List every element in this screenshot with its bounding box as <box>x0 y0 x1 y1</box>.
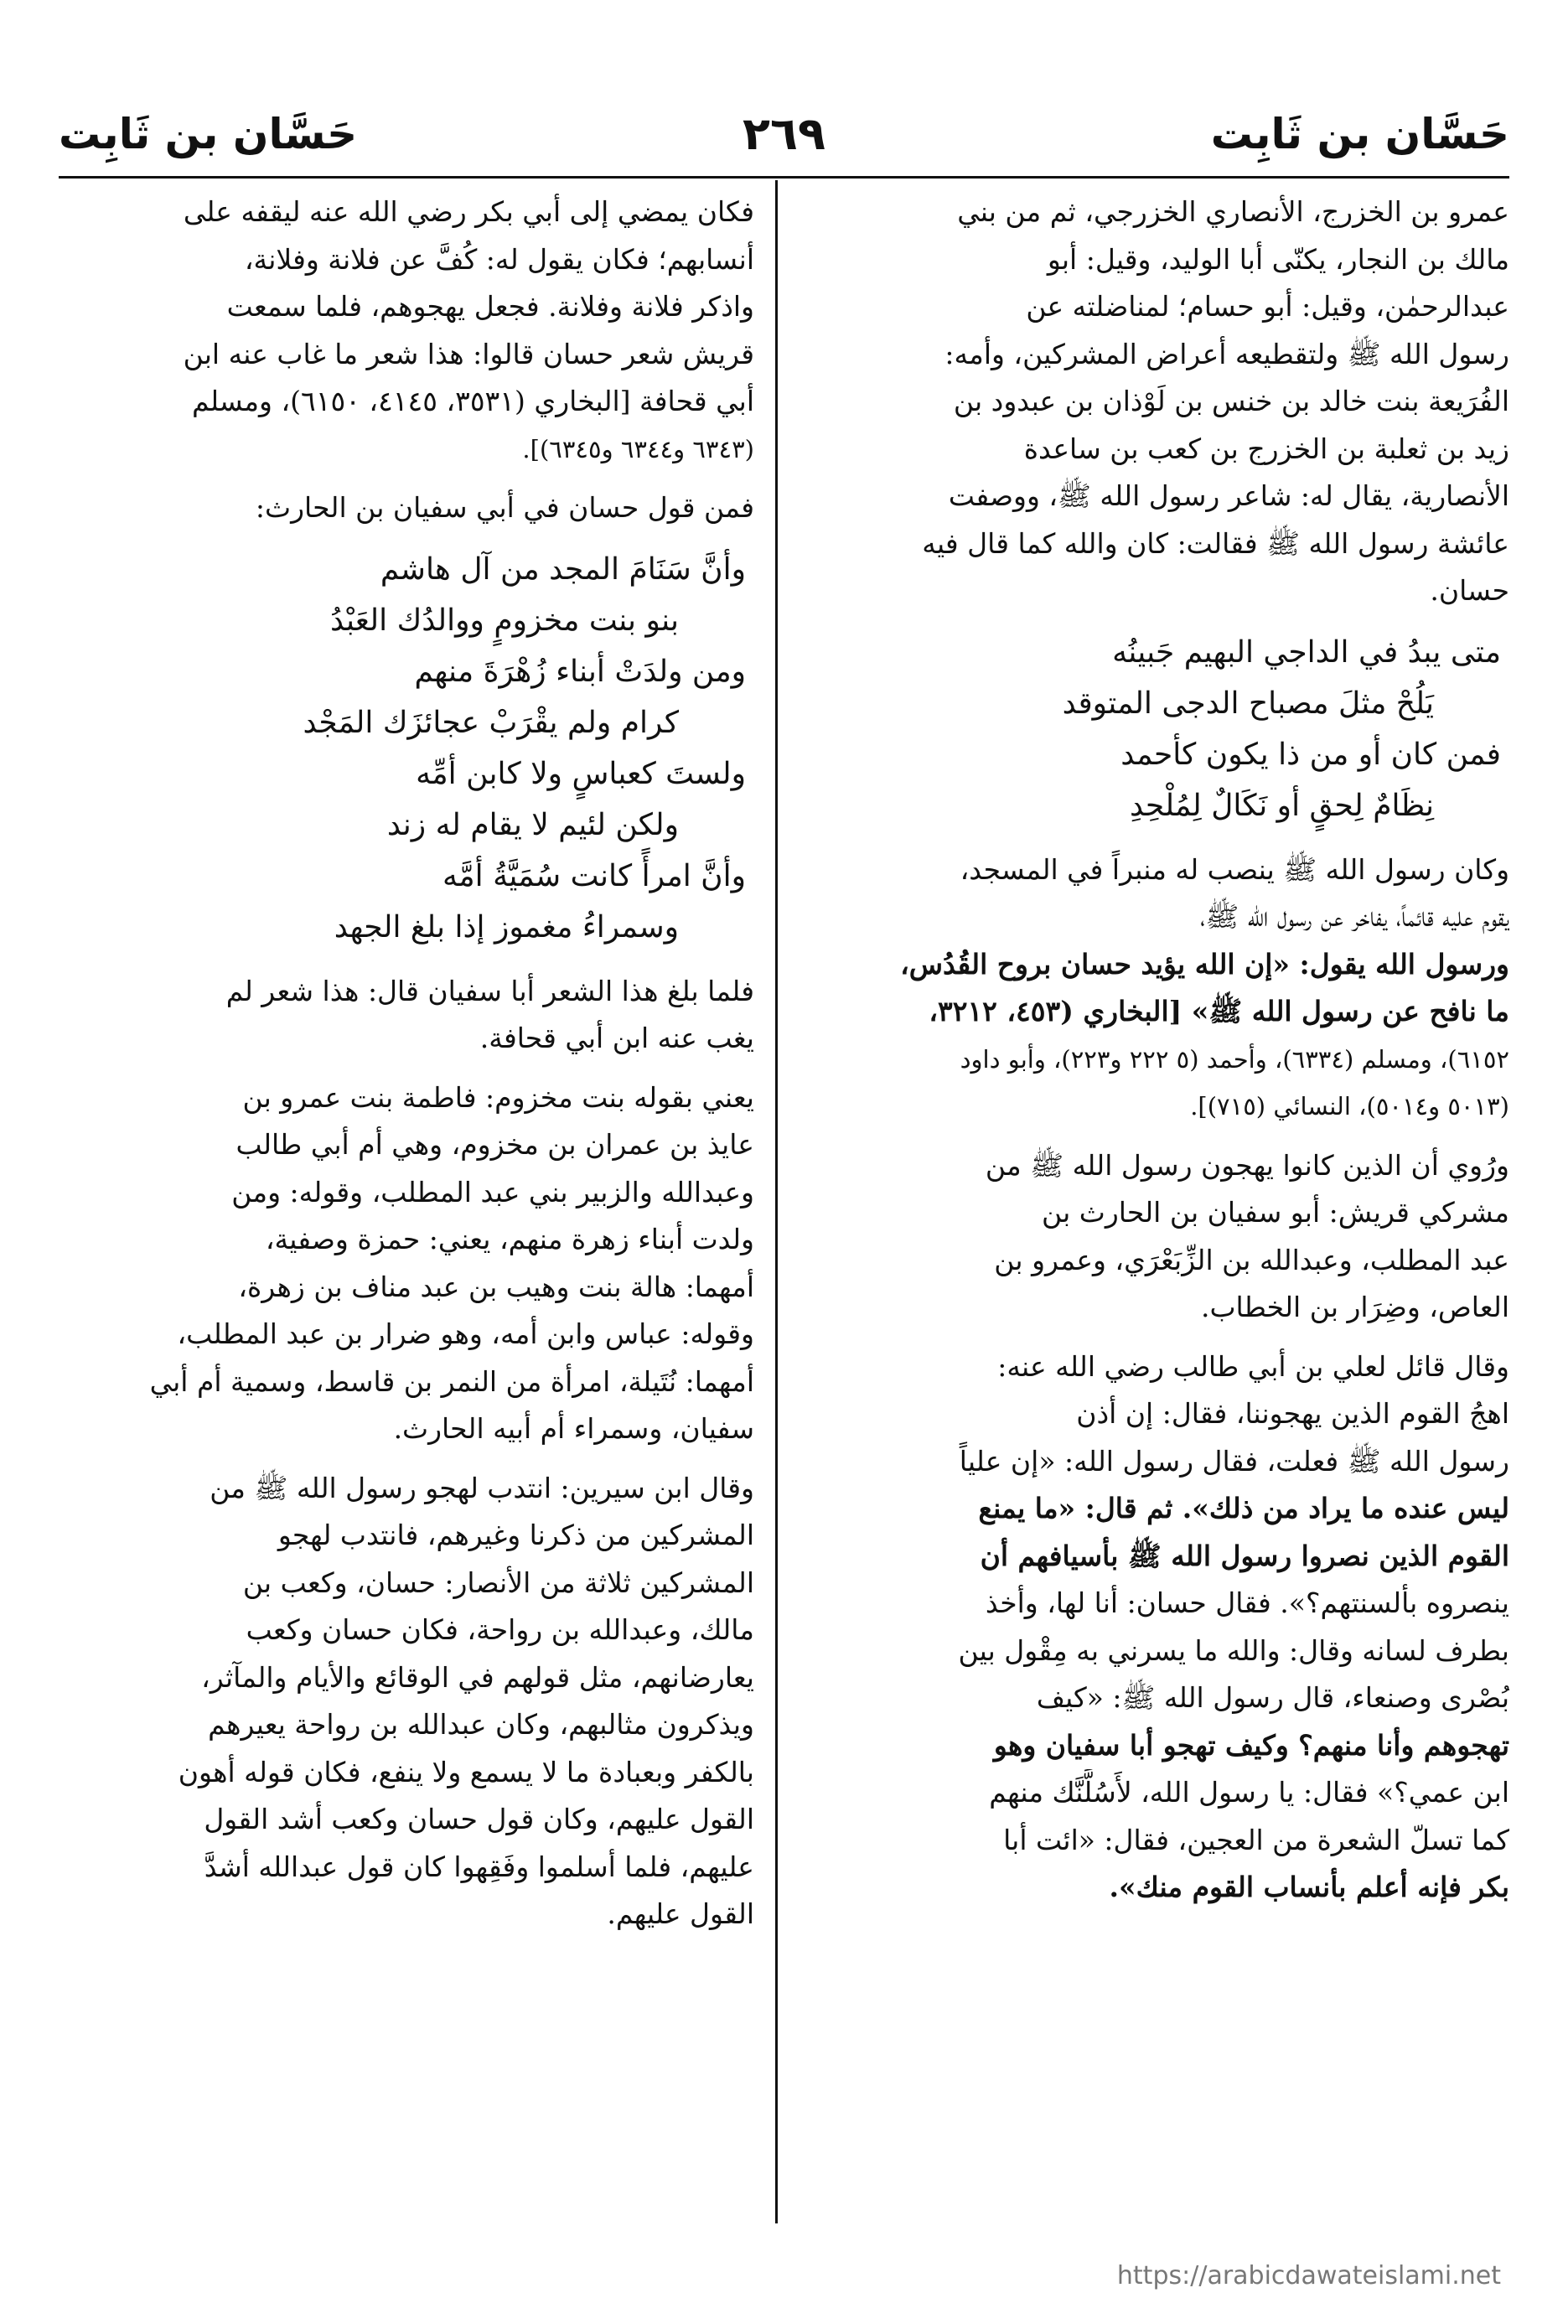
verse-line: ولكن لئيم لا يقام له زند <box>386 807 679 842</box>
verse-line: ومن ولدَتْ أبناء زُهْرَةَ منهم <box>414 654 746 689</box>
running-title-left: حَسَّان بن ثَابِت <box>59 110 358 158</box>
text-line: رسول الله ﷺ ولتقطيعه أعراض المشركين، وأمه: <box>944 337 1509 370</box>
poem-verses <box>59 544 754 953</box>
verse-line: نِظَامٌ لِحقٍ أو نَكَالٌ لِمُلْحِدِ <box>1129 788 1434 823</box>
text-line: يعني بقوله بنت مخزوم: فاطمة بنت عمرو بن <box>242 1080 754 1114</box>
verse-line: وأنَّ سَنَامَ المجد من آل هاشم <box>380 551 746 587</box>
biography-paragraph <box>814 189 1509 615</box>
text-line: يغب عنه ابن أبي قحافة. <box>479 1022 754 1054</box>
text-line: بطرف لسانه وقال: والله ما يسرني به مِقْول بين <box>958 1633 1509 1667</box>
text-line: قريش شعر حسان قالوا: هذا شعر ما غاب عنه ابن <box>183 337 754 370</box>
left-column <box>59 189 754 1950</box>
text-line: ورُوي أن الذين كانوا يهجون رسول الله ﷺ من <box>985 1148 1509 1182</box>
hadith-line: ليس عنده ما يراد من ذلك». ثم قال: «ما يمنع <box>978 1492 1509 1524</box>
hadith-line: ورسول الله يقول: «إن الله يؤيد حسان بروح القُدُس، <box>900 947 1509 981</box>
text-line: ولدت أبناء زهرة منهم، يعني: حمزة وصفية، <box>265 1223 754 1255</box>
text-line: عليهم، فلما أسلموا وفَقِهوا كان قول عبدالله أشدَّ <box>204 1850 754 1883</box>
column-divider <box>775 180 778 2223</box>
verse-line: وأنَّ امرأً كانت سُمَيَّةُ أمَّه <box>442 858 746 893</box>
verse-line: متى يبدُ في الداجي البهيم جَبينُه <box>1112 634 1501 670</box>
text-line: زيد بن ثعلبة بن الخزرج بن كعب بن ساعدة <box>1023 432 1509 465</box>
text-line: وقال ابن سيرين: انتدب لهجو رسول الله ﷺ من <box>210 1471 754 1504</box>
text-line: مالك، وعبدالله بن رواحة، فكان حسان وكعب <box>246 1613 754 1646</box>
text-line: اهجُ القوم الذين يهجوننا، فقال: إن أذن <box>1076 1397 1509 1430</box>
text-line: الأنصارية، يقال له: شاعر رسول الله ﷺ، ووصفت <box>948 479 1509 512</box>
text-line: بُصْرى وصنعاء، قال رسول الله ﷺ: «كيف <box>1036 1681 1509 1714</box>
text-line: عبدالرحمٰن، وقيل: أبو حسام؛ لمناضلته عن <box>1026 290 1509 323</box>
right-column <box>814 189 1509 1923</box>
text-line: سفيان، وسمراء أم أبيه الحارث. <box>393 1412 754 1445</box>
verse-line: وسمراءُ مغموز إذا بلغ الجهد <box>334 909 679 945</box>
poem-verses <box>814 627 1509 831</box>
text-line: فلما بلغ هذا الشعر أبا سفيان قال: هذا شعر لم <box>225 974 754 1007</box>
text-line: العاص، وضِرَار بن الخطاب. <box>1201 1291 1509 1323</box>
narration-paragraph <box>814 1343 1509 1912</box>
text-line: عايذ بن عمران بن مخزوم، وهي أم أبي طالب <box>235 1128 754 1161</box>
reference-line: ٦١٥٢)، ومسلم (٦٣٣٤)، وأحمد (٥ ٢٢٢ و٢٢٣)، وأبو داود <box>960 1044 1509 1074</box>
reference-line: (٥٠١٣ و٥٠١٤)، النسائي (٧١٥)]. <box>1190 1092 1509 1121</box>
text-line: وقوله: عباس وابن أمه، وهو ضرار بن عبد المطلب، <box>177 1317 754 1350</box>
text-line: أمهما: نُتَيلة، امرأة من النمر بن قاسط، وسمية أم أبي <box>149 1364 754 1398</box>
verse-line: يَلُحْ مثلَ مصباح الدجى المتوقد <box>1062 686 1434 721</box>
hadith-line: بكر فإنه أعلم بأنساب القوم منك». <box>1109 1871 1509 1903</box>
text-line: عمرو بن الخزرج، الأنصاري الخزرجي، ثم من بني <box>957 195 1509 228</box>
text-paragraph <box>59 968 754 1063</box>
hadith-line: ما نافح عن رسول الله ﷺ» [البخاري (٤٥٣، ٣٢١٢، <box>929 995 1509 1027</box>
verse-line: ولستَ كعباسٍ ولا كابن أمِّه <box>416 756 746 791</box>
verse-line: فمن كان أو من ذا يكون كأحمد <box>1120 737 1501 772</box>
text-line: مالك بن النجار، يكنّى أبا الوليد، وقيل: أبو <box>1047 242 1509 276</box>
text-line: أبي قحافة [البخاري (٣٥٣١، ٤١٤٥، ٦١٥٠)، ومسلم <box>192 385 754 417</box>
running-title-right: حَسَّان بن ثَابِت <box>1210 110 1509 158</box>
reference-line: (٦٣٤٣ و٦٣٤٤ و٦٣٤٥)]. <box>522 434 754 463</box>
text-line: الفُرَيعة بنت خالد بن خنس بن لَوْذان بن عبدود بن <box>953 385 1509 417</box>
text-line: يعارضانهم، مثل قولهم في الوقائع والأيام والمآثر، <box>201 1660 754 1694</box>
hadith-line: تهجوهم وأنا منهم؟ وكيف تهجو أبا سفيان وهو <box>993 1728 1509 1762</box>
text-line: رسول الله ﷺ فعلت، فقال رسول الله: «إن علياً <box>959 1444 1509 1478</box>
text-line: بالكفر وبعبادة ما لا يسمع ولا ينفع، فكان قوله أهون <box>178 1755 754 1788</box>
text-line: عبد المطلب، وعبدالله بن الزِّبَعْرَي، وعمرو بن <box>994 1243 1509 1276</box>
text-line: وقال قائل لعلي بن أبي طالب رضي الله عنه: <box>997 1349 1509 1383</box>
narration-paragraph <box>814 1142 1509 1332</box>
text-line: أنسابهم؛ فكان يقول له: كُفَّ عن فلانة وفلانة، <box>244 242 754 276</box>
text-line: عائشة رسول الله ﷺ فقالت: كان والله كما قال فيه <box>922 526 1509 560</box>
text-line: القول عليهم، وكان قول حسان وكعب أشد القول <box>204 1803 754 1835</box>
text-line: واذكر فلانة وفلانة. فجعل يهجوهم، فلما سمعت <box>226 290 754 323</box>
text-paragraph <box>59 1074 754 1453</box>
page-number: ٢٦٩ <box>743 107 825 160</box>
text-line: المشركين ثلاثة من الأنصار: حسان، وكعب بن <box>242 1566 754 1599</box>
text-line: وعبدالله والزبير بني عبد المطلب، وقوله: ومن <box>231 1175 754 1209</box>
text-line: يقوم عليه قائماً، يفاخر عن رسول الله ﷺ، <box>1200 900 1509 933</box>
text-line: فمن قول حسان في أبي سفيان بن الحارث: <box>255 491 754 524</box>
text-line: كما تسلّ الشعرة من العجين، فقال: «ائت أبا <box>1003 1823 1509 1856</box>
page-header <box>59 101 1509 179</box>
poem-intro <box>59 484 754 532</box>
text-line: أمهما: هالة بنت وهيب بن عبد مناف بن زهرة، <box>238 1270 754 1303</box>
text-paragraph <box>59 189 754 473</box>
text-line: ويذكرون مثالبهم، وكان عبدالله بن رواحة يعيرهم <box>208 1708 754 1741</box>
text-line: ينصروه بألسنتهم؟». فقال حسان: أنا لها، وأخذ <box>985 1586 1509 1619</box>
text-line: المشركين من ذكرنا وغيرهم، فانتدب لهجو <box>277 1519 754 1551</box>
text-line: حسان. <box>1430 574 1509 607</box>
hadith-line: القوم الذين نصروا رسول الله ﷺ بأسيافهم أن <box>980 1539 1509 1572</box>
text-line: مشركي قريش: أبو سفيان بن الحارث بن <box>1041 1196 1509 1229</box>
text-line: القول عليهم. <box>607 1897 754 1930</box>
text-paragraph <box>59 1465 754 1938</box>
text-line: فكان يمضي إلى أبي بكر رضي الله عنه ليقفه على <box>183 195 754 228</box>
watermark-url: https://arabicdawateislami.net <box>1116 2261 1501 2290</box>
verse-line: كرام ولم يقْرَبْ عجائزَك المَجْد <box>303 705 679 740</box>
verse-line: بنو بنت مخزومٍ ووالدُك العَبْدُ <box>330 603 679 638</box>
hadith-paragraph <box>814 846 1509 1131</box>
text-line: ابن عمي؟» فقال: يا رسول الله، لأَسُلَّنَّك منهم <box>989 1776 1509 1809</box>
text-line: وكان رسول الله ﷺ ينصب له منبراً في المسجد، <box>960 852 1509 886</box>
